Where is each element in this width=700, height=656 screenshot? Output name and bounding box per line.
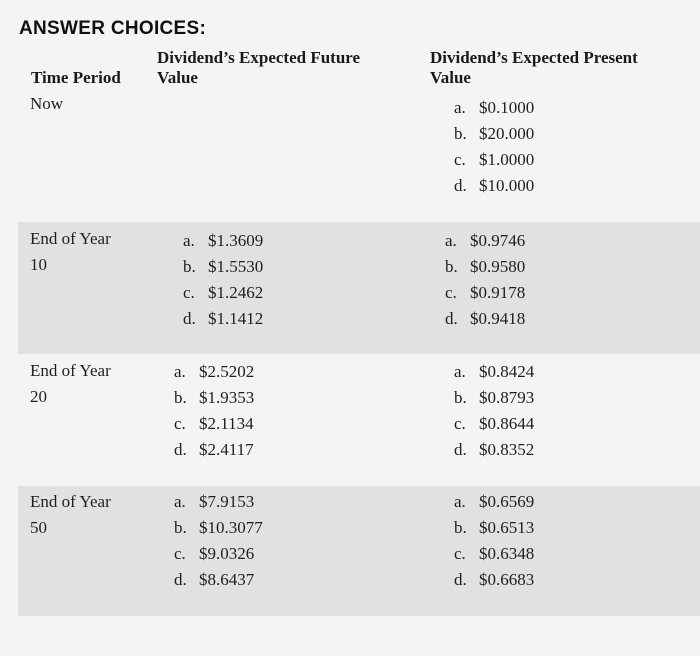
choice-letter: c. <box>445 283 457 302</box>
choice-letter: d. <box>445 309 458 328</box>
present-value-header <box>430 48 638 88</box>
choice-letter: b. <box>445 257 458 276</box>
choice-value: $0.6348 <box>479 544 535 563</box>
time-period-line1: Now <box>30 94 64 113</box>
choice-letter: c. <box>454 150 466 169</box>
choice-value: $10.000 <box>479 176 535 195</box>
choice-value: $0.9580 <box>470 257 526 276</box>
choice-letter: a. <box>183 231 195 250</box>
time-period-line2: 50 <box>30 518 47 537</box>
choice-value: $1.5530 <box>208 257 264 276</box>
choice-value: $0.8793 <box>479 388 535 407</box>
choice-option[interactable] <box>454 359 534 385</box>
choice-option[interactable] <box>174 489 263 515</box>
choice-letter: d. <box>174 570 187 589</box>
choice-letter: c. <box>183 283 195 302</box>
choice-value: $2.5202 <box>199 362 255 381</box>
choice-letter: b. <box>174 388 187 407</box>
choice-value: $1.1412 <box>208 309 264 328</box>
choice-letter: a. <box>454 362 466 381</box>
choice-value: $0.9746 <box>470 231 526 250</box>
choice-option[interactable] <box>174 385 254 411</box>
choice-letter: b. <box>183 257 196 276</box>
choice-option[interactable] <box>454 437 534 463</box>
future-value-choices <box>174 359 254 463</box>
choice-option[interactable] <box>174 437 254 463</box>
choice-letter: a. <box>454 98 466 117</box>
choice-option[interactable] <box>174 541 263 567</box>
choice-value: $8.6437 <box>199 570 255 589</box>
choice-value: $0.9178 <box>470 283 526 302</box>
choice-value: $0.8352 <box>479 440 535 459</box>
choice-option[interactable] <box>183 228 263 254</box>
choice-value: $7.9153 <box>199 492 255 511</box>
choice-option[interactable] <box>174 567 263 593</box>
time-period-cell <box>30 489 111 541</box>
time-period-cell <box>30 226 111 278</box>
time-period-cell <box>30 91 63 117</box>
choice-letter: b. <box>454 518 467 537</box>
choice-option[interactable] <box>454 147 534 173</box>
choice-option[interactable] <box>454 515 534 541</box>
choice-value: $2.1134 <box>199 414 254 433</box>
future-value-header-line1: Dividend’s Expected Future <box>157 48 361 67</box>
choice-option[interactable] <box>183 280 263 306</box>
choice-value: $0.8644 <box>479 414 535 433</box>
choice-value: $0.1000 <box>479 98 535 117</box>
row-now <box>18 90 700 222</box>
future-value-choices <box>183 228 263 332</box>
choice-letter: a. <box>174 492 186 511</box>
choice-letter: a. <box>445 231 457 250</box>
choice-letter: d. <box>183 309 196 328</box>
choice-option[interactable] <box>454 567 534 593</box>
time-period-line1: End of Year <box>30 492 111 511</box>
choice-option[interactable] <box>174 411 254 437</box>
choice-letter: b. <box>454 388 467 407</box>
choice-value: $9.0326 <box>199 544 255 563</box>
choice-letter: b. <box>174 518 187 537</box>
choice-option[interactable] <box>174 359 254 385</box>
choice-value: $20.000 <box>479 124 535 143</box>
present-value-header-line1: Dividend’s Expected Present <box>430 48 638 67</box>
choice-value: $0.8424 <box>479 362 535 381</box>
choice-option[interactable] <box>174 515 263 541</box>
choice-option[interactable] <box>445 280 525 306</box>
present-value-choices <box>445 228 525 332</box>
choice-letter: c. <box>454 414 466 433</box>
choice-option[interactable] <box>454 173 534 199</box>
future-value-choices <box>174 489 263 593</box>
row-year-10 <box>18 222 700 354</box>
time-period-cell <box>30 358 111 410</box>
choice-letter: d. <box>454 440 467 459</box>
row-year-20 <box>18 354 700 486</box>
choice-value: $0.6569 <box>479 492 535 511</box>
present-value-choices <box>454 95 534 199</box>
future-value-header <box>157 48 360 88</box>
choice-option[interactable] <box>454 121 534 147</box>
choice-letter: c. <box>174 414 186 433</box>
choice-letter: d. <box>454 176 467 195</box>
choice-option[interactable] <box>183 254 263 280</box>
choice-letter: b. <box>454 124 467 143</box>
choice-letter: a. <box>174 362 186 381</box>
choice-letter: c. <box>454 544 466 563</box>
choice-option[interactable] <box>445 228 525 254</box>
choice-option[interactable] <box>445 254 525 280</box>
choice-value: $1.3609 <box>208 231 264 250</box>
time-period-line1: End of Year <box>30 229 111 248</box>
choice-value: $1.9353 <box>199 388 255 407</box>
page-heading: ANSWER CHOICES: <box>19 18 207 39</box>
choice-letter: d. <box>454 570 467 589</box>
time-period-header: Time Period <box>31 68 121 87</box>
choice-value: $0.6683 <box>479 570 535 589</box>
time-period-line2: 20 <box>30 387 47 406</box>
choice-option[interactable] <box>454 95 534 121</box>
choice-value: $1.2462 <box>208 283 264 302</box>
present-value-choices <box>454 359 534 463</box>
future-value-header-line2: Value <box>157 68 198 87</box>
choice-option[interactable] <box>183 306 263 332</box>
choice-value: $0.9418 <box>470 309 526 328</box>
choice-value: $1.0000 <box>479 150 535 169</box>
choice-value: $10.3077 <box>199 518 263 537</box>
present-value-header-line2: Value <box>430 68 471 87</box>
row-year-50 <box>18 486 700 616</box>
choice-letter: a. <box>454 492 466 511</box>
time-period-line2: 10 <box>30 255 47 274</box>
time-period-line1: End of Year <box>30 361 111 380</box>
choice-option[interactable] <box>454 489 534 515</box>
choice-option[interactable] <box>445 306 525 332</box>
choice-option[interactable] <box>454 385 534 411</box>
choice-value: $2.4117 <box>199 440 254 459</box>
choice-letter: c. <box>174 544 186 563</box>
present-value-choices <box>454 489 534 593</box>
choice-value: $0.6513 <box>479 518 535 537</box>
choice-letter: d. <box>174 440 187 459</box>
choice-option[interactable] <box>454 411 534 437</box>
choice-option[interactable] <box>454 541 534 567</box>
